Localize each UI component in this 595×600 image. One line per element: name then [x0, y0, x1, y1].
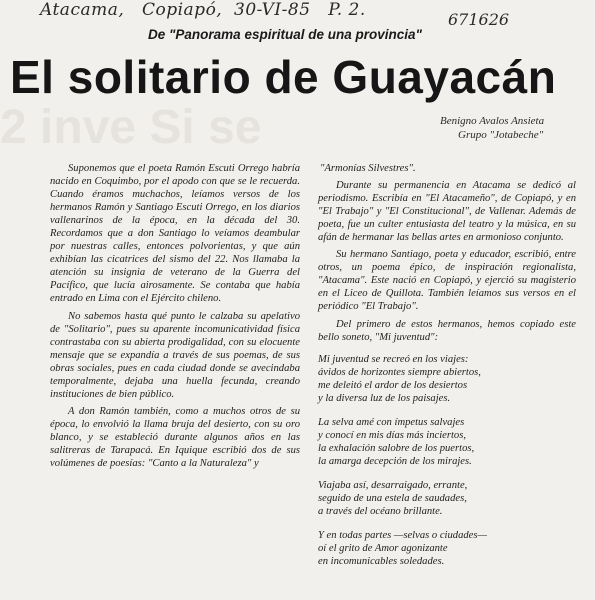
handwritten-reference-number: 671626: [448, 10, 510, 29]
poem-line: Y en todas partes —selvas o ciudades—: [318, 530, 487, 542]
poem-line: seguido de una estela de saudades,: [318, 493, 467, 505]
paragraph: Durante su permanencia en Atacama se dedicó al periodismo. Escribía en "El Atacameño", de Copiapó, y en "El Trabajo" y "El Constitucional", de Vallenar. Además de poeta, fue un culter entusiasta del teatro y la música, en su afán de hermanar las bellas artes en armonioso conjunto.: [318, 180, 576, 244]
paragraph: No sabemos hasta qué punto le calzaba su apelativo de "Solitario", pues su aparente incomunicatividad física contrastaba con su abierta prodigalidad, con su elocuente mensaje que se expandía a través de sus poemas, de sus obras sociales, pues en cada ciudad donde se avecindaba temporalmente, dejaba una huella fecunda, creando instituciones de bien público.: [50, 310, 300, 400]
poem-line: y conocí en mis días más inciertos,: [318, 429, 466, 441]
poem-line: Mi juventud se recreó en los viajes:: [318, 353, 469, 365]
poem-line: me deleitó el ardor de los desiertos: [318, 379, 468, 391]
handwritten-annotation: [40, 0, 366, 20]
byline: [440, 114, 544, 142]
paragraph: "Armonías Silvestres".: [320, 163, 416, 174]
poem-line: ávidos de horizontes siempre abiertos,: [318, 366, 481, 378]
left-column: [50, 162, 300, 474]
poem-stanza: [318, 529, 576, 568]
paragraph: A don Ramón también, como a muchos otros de su época, lo envolvió la llama bruja del desierto, con su oro blanco, y se estableció durante algunos años en las salitreras de Tarapacá. En Iquique escribió dos de sus volúmenes de poesías: "Canto a la Naturaleza" y: [50, 405, 300, 470]
handwritten-date: 30-VI-85: [234, 0, 311, 20]
paragraph: Su hermano Santiago, poeta y educador, escribió, entre otros, un poema épico, de inspiración regionalista, "Atacama". Este nació en Copiapó, y ejerció su magisterio en el Liceo de Quillota. También leíamos sus versos en el periódico "El Trabajo".: [318, 249, 576, 313]
handwritten-paper: Copiapó,: [141, 0, 223, 20]
byline-group: Grupo "Jotabeche": [458, 129, 544, 141]
handwritten-place: Atacama,: [40, 0, 125, 20]
poem-line: Viajaba así, desarraigado, errante,: [318, 479, 468, 491]
bleed-through-text: 2 inve Si se: [0, 101, 262, 154]
paragraph: Suponemos que el poeta Ramón Escuti Orrego habría nacido en Coquimbo, por el apodo con que se le recuerda. Cuando éramos muchachos, leíamos versos de los hermanos Ramón y Santiago Escuti Orrego, en los diarios vallenarinos de la época, en la década del 30. Recordamos que a don Santiago lo veíamos deambular por nuestras calles, entonces polvorientas, y que aún exhibían las cicatrices del sismo del 22. Nos llamaba la atención su insignia de veterano de la Guerra del Pacífico, que lucía airosamente. Se contaba que había entrado en Lima con el Ejército chileno.: [50, 163, 300, 305]
article-headline: El solitario de Guayacán: [10, 51, 557, 103]
poem-stanza: [318, 416, 576, 468]
poem-line: a través del océano brillante.: [318, 506, 443, 518]
paragraph: Del primero de estos hermanos, hemos copiado este bello soneto, "Mi juventud":: [318, 318, 576, 343]
poem-line: La selva amé con ímpetus salvajes: [318, 416, 465, 428]
right-column: [318, 162, 576, 579]
byline-author: Benigno Avalos Ansieta: [440, 115, 545, 127]
poem-line: la amarga decepción de los mirajes.: [318, 455, 472, 467]
sonnet: [318, 353, 576, 569]
poem-line: en incomunicables soledades.: [318, 556, 445, 568]
poem-stanza: [318, 479, 576, 518]
handwritten-page: P. 2.: [328, 0, 366, 20]
poem-line: y la diversa luz de los paisajes.: [318, 392, 451, 404]
poem-line: oí el grito de Amor agonizante: [318, 543, 448, 555]
poem-stanza: [318, 353, 576, 405]
section-kicker: De "Panorama espiritual de una provincia": [148, 27, 422, 42]
poem-line: la exhalación salobre de los puertos,: [318, 442, 475, 454]
